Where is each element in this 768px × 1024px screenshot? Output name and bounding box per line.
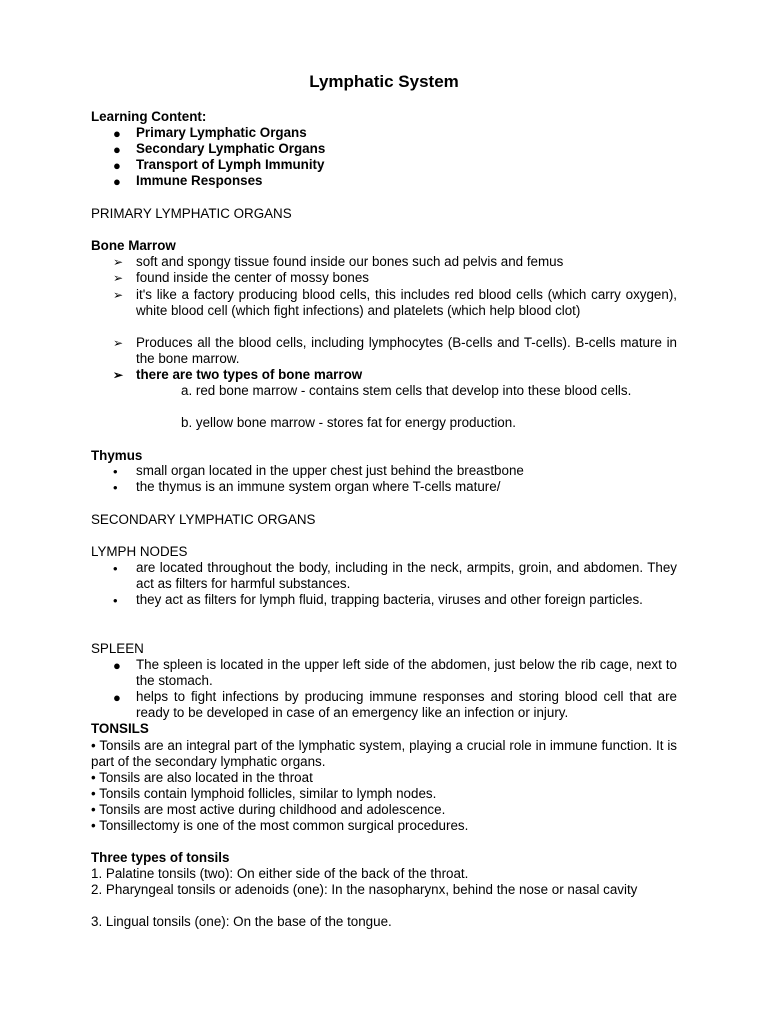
tonsils-item: • Tonsillectomy is one of the most common surgical procedures. [91, 818, 469, 833]
bullet-icon: • [113, 480, 118, 495]
bone-marrow-item: soft and spongy tissue found inside our bones such ad pelvis and femus [136, 254, 564, 269]
spleen-item: The spleen is located in the upper left side of the abdomen, just below the rib cage, next to the stomach. [136, 657, 677, 688]
learning-item: Primary Lymphatic Organs [136, 125, 307, 140]
subheading-tonsil-types: Three types of tonsils [91, 850, 230, 865]
tonsils-item: • Tonsils contain lymphoid follicles, similar to lymph nodes. [91, 786, 437, 801]
spleen-item: helps to fight infections by producing immune responses and storing blood cell that are ready to be developed in case of an emergency like an infection or injury. [136, 689, 677, 720]
bone-marrow-type: b. yellow bone marrow - stores fat for energy production. [181, 415, 516, 430]
bullet-icon: • [113, 561, 118, 576]
learning-content-heading: Learning Content: [91, 109, 207, 124]
tonsil-type-item: 1. Palatine tonsils (two): On either side of the back of the throat. [91, 866, 469, 881]
bullet-icon: • [113, 593, 118, 608]
lymph-nodes-item: are located throughout the body, including in the neck, armpits, groin, and abdomen. They act as filters for harmful substances. [136, 560, 677, 591]
bullet-icon: ● [113, 142, 121, 157]
bone-marrow-item: found inside the center of mossy bones [136, 270, 369, 285]
tonsils-item: • Tonsils are most active during childhood and adolescence. [91, 802, 446, 817]
bullet-icon: ● [113, 690, 121, 705]
arrow-bullet-icon: ➢ [113, 336, 124, 350]
tonsil-type-item: 2. Pharyngeal tonsils or adenoids (one): In the nasopharynx, behind the nose or nasal cavity [91, 882, 638, 897]
bullet-icon: ● [113, 158, 121, 173]
arrow-bullet-icon: ➢ [113, 271, 124, 285]
tonsil-type-item: 3. Lingual tonsils (one): On the base of the tongue. [91, 914, 392, 929]
page-title: Lymphatic System [309, 72, 459, 91]
section-heading-secondary: SECONDARY LYMPHATIC ORGANS [91, 512, 316, 527]
arrow-bullet-icon: ➢ [113, 255, 124, 269]
bullet-icon: ● [113, 174, 121, 189]
learning-item: Transport of Lymph Immunity [136, 157, 325, 172]
subheading-bone-marrow: Bone Marrow [91, 238, 176, 253]
bone-marrow-item: there are two types of bone marrow [136, 367, 363, 382]
bone-marrow-type: a. red bone marrow - contains stem cells that develop into these blood cells. [181, 383, 632, 398]
bone-marrow-item: it's like a factory producing blood cells, this includes red blood cells (which carry oxygen), white blood cell (which fight infections) and platelets (which help blood clot) [136, 287, 677, 318]
lymph-nodes-item: they act as filters for lymph fluid, trapping bacteria, viruses and other foreign particles. [136, 592, 643, 607]
learning-item: Immune Responses [136, 173, 263, 188]
subheading-lymph-nodes: LYMPH NODES [91, 544, 188, 559]
bullet-icon: ● [113, 658, 121, 673]
bullet-icon: • [113, 464, 118, 479]
thymus-item: the thymus is an immune system organ where T-cells mature/ [136, 479, 501, 494]
bone-marrow-item: Produces all the blood cells, including lymphocytes (B-cells and T-cells). B-cells mature in the bone marrow. [136, 335, 677, 366]
subheading-thymus: Thymus [91, 448, 143, 463]
arrow-bullet-icon: ➢ [113, 368, 124, 382]
bullet-icon: ● [113, 126, 121, 141]
thymus-item: small organ located in the upper chest just behind the breastbone [136, 463, 524, 478]
section-heading-primary: PRIMARY LYMPHATIC ORGANS [91, 206, 292, 221]
subheading-spleen: SPLEEN [91, 641, 144, 656]
tonsils-item: • Tonsils are an integral part of the lymphatic system, playing a crucial role in immune function. It is part of the secondary lymphatic organs. [91, 738, 677, 769]
tonsils-item: • Tonsils are also located in the throat [91, 770, 313, 785]
learning-item: Secondary Lymphatic Organs [136, 141, 326, 156]
subheading-tonsils: TONSILS [91, 721, 149, 736]
arrow-bullet-icon: ➢ [113, 288, 124, 302]
